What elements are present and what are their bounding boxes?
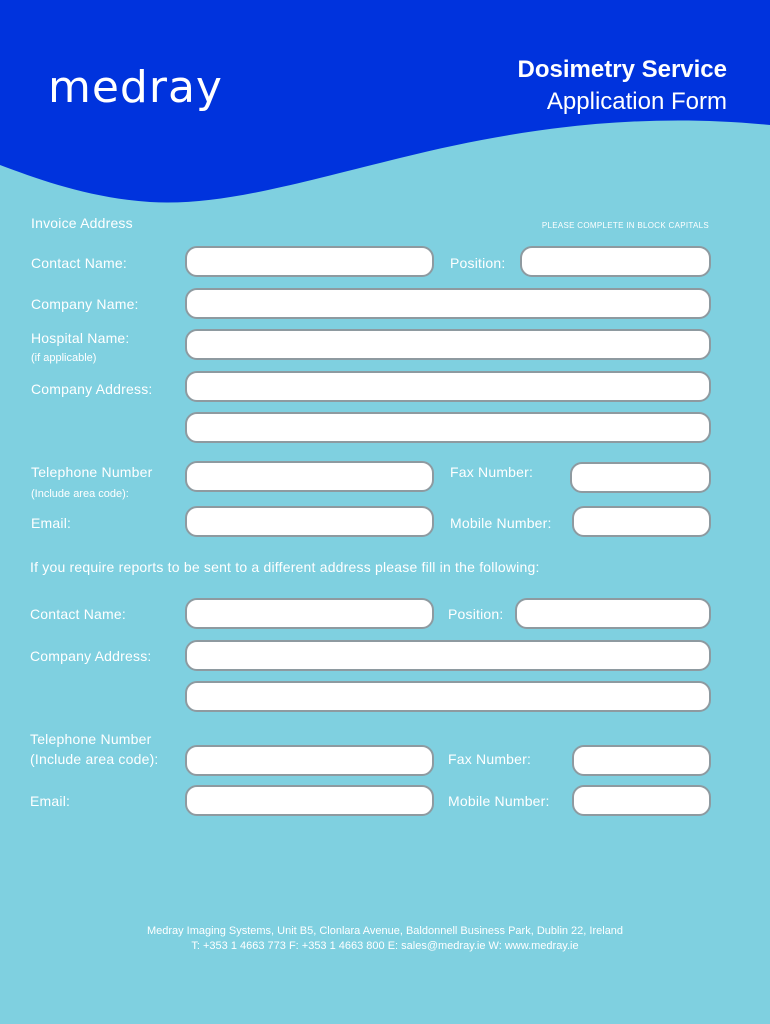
fax-input[interactable] xyxy=(570,462,711,493)
reports-mobile-label: Mobile Number: xyxy=(448,793,550,809)
email-input[interactable] xyxy=(185,506,434,537)
form-subtitle: Application Form xyxy=(546,88,727,115)
medray-logo: medray xyxy=(48,62,223,113)
reports-intro: If you require reports to be sent to a different address please fill in the following: xyxy=(30,559,540,575)
footer xyxy=(0,924,770,954)
reports-company-address-input-1[interactable] xyxy=(185,640,711,671)
company-address-input-2[interactable] xyxy=(185,412,711,443)
fax-label: Fax Number: xyxy=(450,464,534,480)
position-input[interactable] xyxy=(520,246,711,277)
reports-telephone-input[interactable] xyxy=(185,745,434,776)
mobile-label: Mobile Number: xyxy=(450,515,552,531)
mobile-input[interactable] xyxy=(572,506,711,537)
footer-contact: T: +353 1 4663 773 F: +353 1 4663 800 E: sales@medray.ie W: www.medray.ie xyxy=(191,940,579,952)
email-label: Email: xyxy=(31,515,72,531)
telephone-hint: (Include area code): xyxy=(31,488,129,500)
reports-contact-name-label: Contact Name: xyxy=(30,606,126,622)
reports-email-input[interactable] xyxy=(185,785,434,816)
contact-name-input[interactable] xyxy=(185,246,434,277)
company-name-label: Company Name: xyxy=(31,296,139,312)
reports-position-label: Position: xyxy=(448,606,504,622)
invoice-address-heading: Invoice Address xyxy=(31,215,133,231)
hospital-name-label: Hospital Name: xyxy=(31,330,130,346)
telephone-label: Telephone Number xyxy=(31,464,153,480)
reports-telephone-label: Telephone Number xyxy=(30,731,152,747)
company-address-input-1[interactable] xyxy=(185,371,711,402)
hospital-name-input[interactable] xyxy=(185,329,711,360)
reports-position-input[interactable] xyxy=(515,598,711,629)
reports-mobile-input[interactable] xyxy=(572,785,711,816)
footer-address: Medray Imaging Systems, Unit B5, Clonlara Avenue, Baldonnell Business Park, Dublin 22, Ireland xyxy=(146,925,624,937)
reports-fax-label: Fax Number: xyxy=(448,751,532,767)
position-label: Position: xyxy=(450,255,506,271)
form-title: Dosimetry Service xyxy=(517,56,727,83)
reports-contact-name-input[interactable] xyxy=(185,598,434,629)
reports-telephone-hint: (Include area code): xyxy=(30,751,159,767)
contact-name-label: Contact Name: xyxy=(31,255,127,271)
reports-company-address-label: Company Address: xyxy=(30,648,152,664)
telephone-input[interactable] xyxy=(185,461,434,492)
company-name-input[interactable] xyxy=(185,288,711,319)
reports-fax-input[interactable] xyxy=(572,745,711,776)
block-capitals-note: PLEASE COMPLETE IN BLOCK CAPITALS xyxy=(541,221,709,230)
hospital-name-hint: (if applicable) xyxy=(31,352,97,364)
reports-email-label: Email: xyxy=(30,793,71,809)
reports-company-address-input-2[interactable] xyxy=(185,681,711,712)
form-title-block xyxy=(518,56,727,116)
company-address-label: Company Address: xyxy=(31,381,153,397)
